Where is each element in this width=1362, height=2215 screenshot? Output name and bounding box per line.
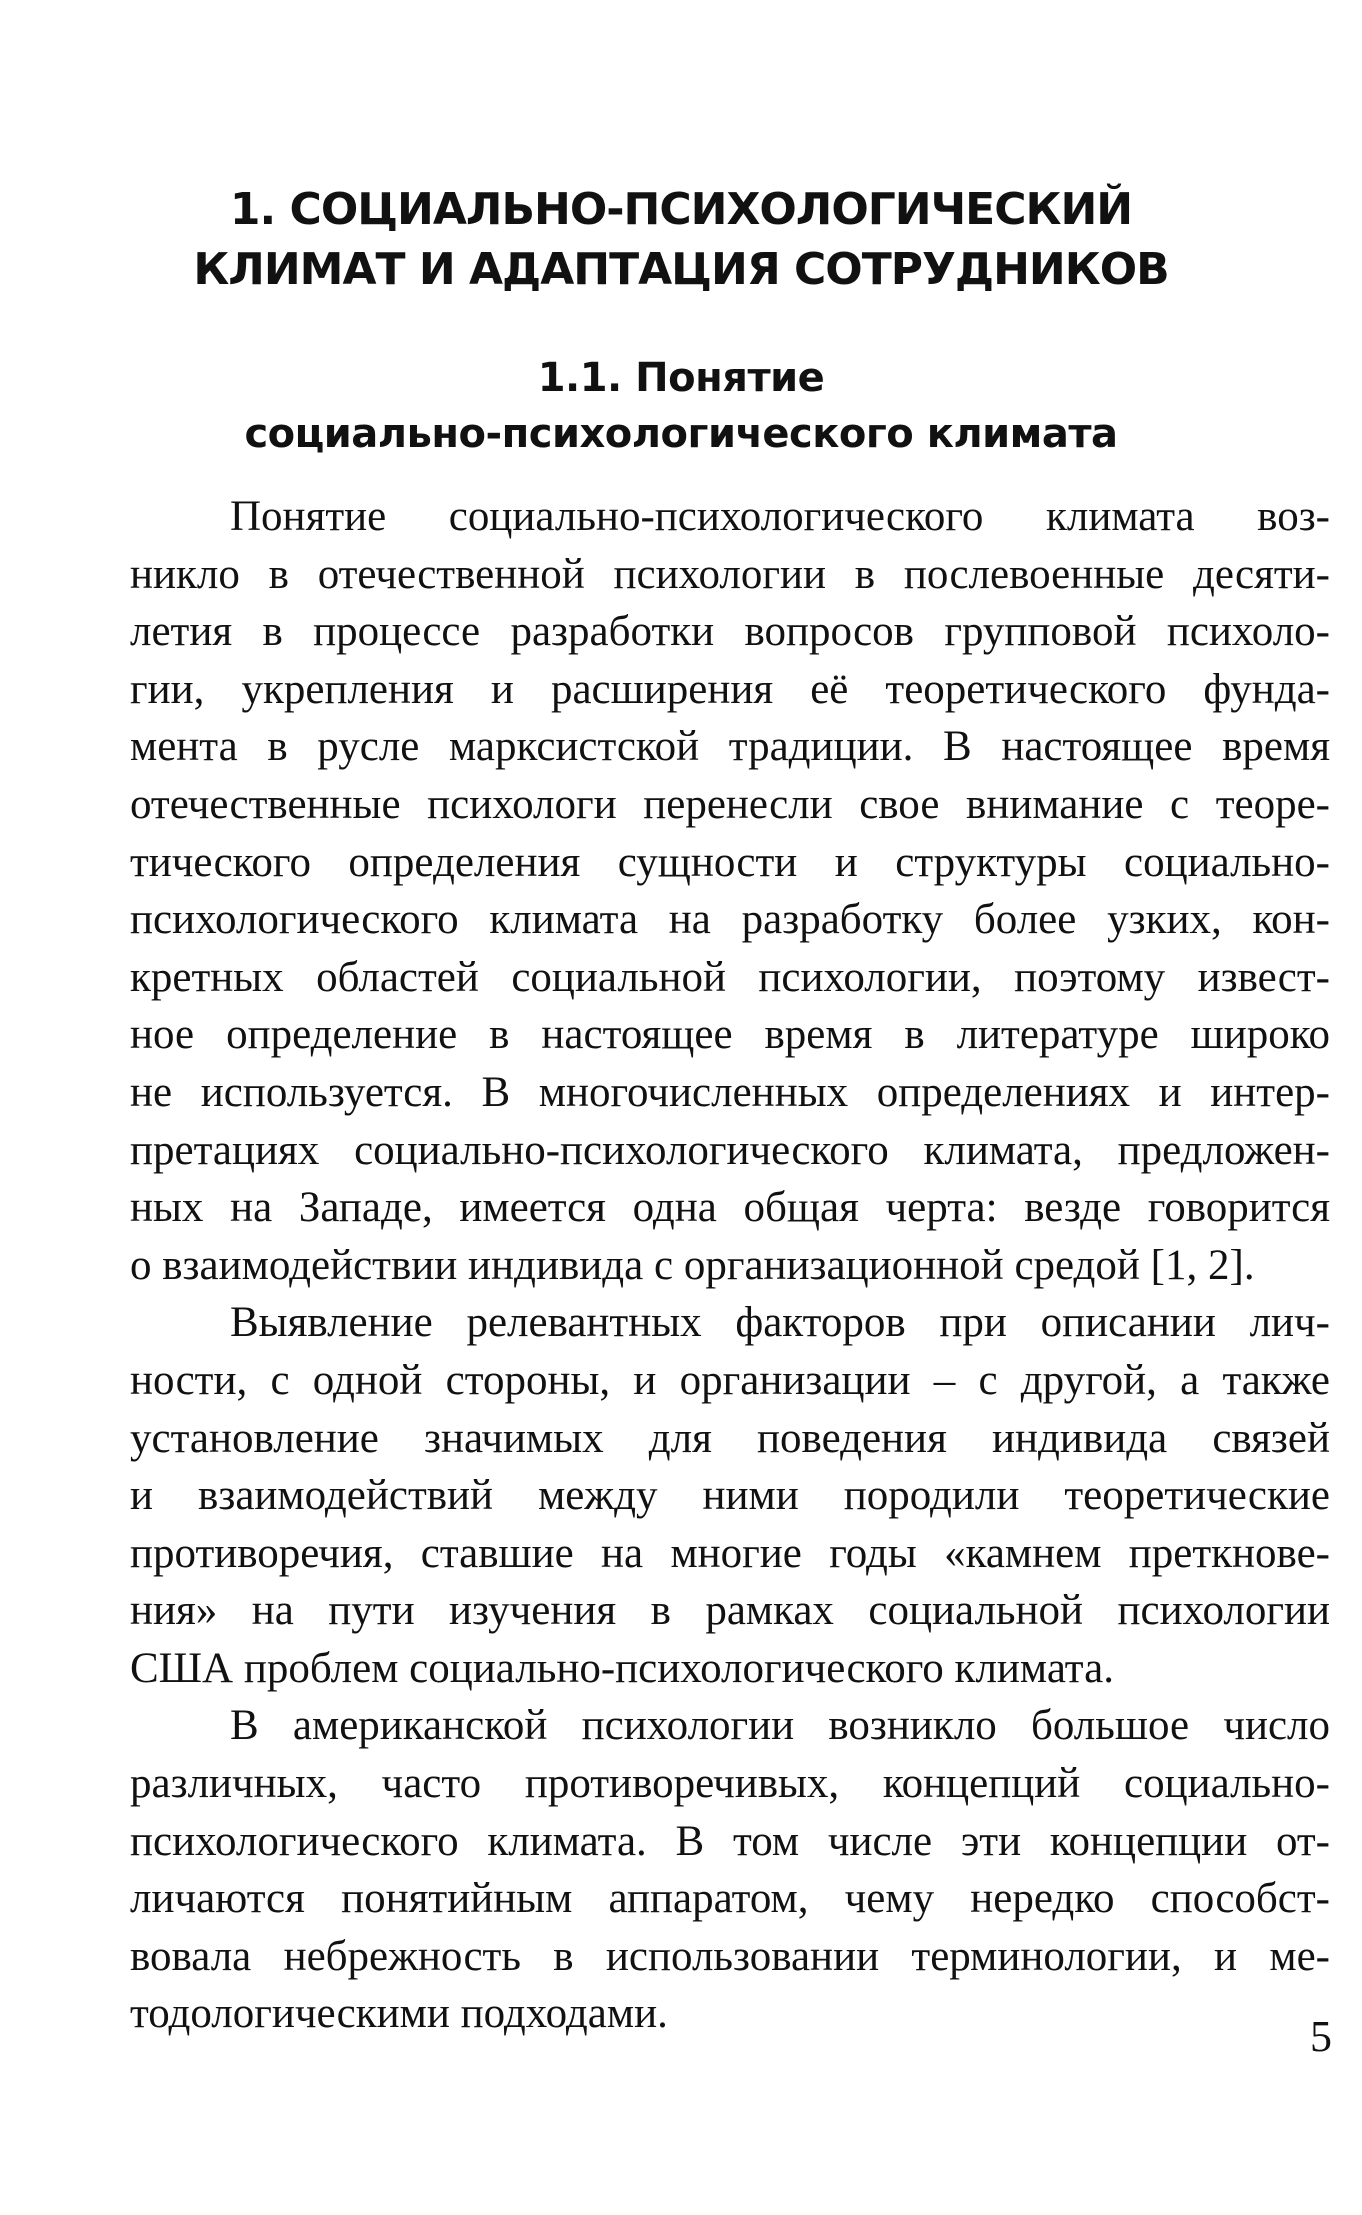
text-line: ных на Западе, имеется одна общая черта: везде говорится bbox=[130, 1184, 1330, 1232]
section-title-line-1: 1.1. Понятие bbox=[537, 355, 825, 401]
text-line: тического определения сущности и структуры социально- bbox=[130, 838, 1330, 886]
text-line: Выявление релевантных факторов при описании лич- bbox=[230, 1299, 1330, 1347]
text-line: ное определение в настоящее время в литературе широко bbox=[130, 1011, 1330, 1059]
text-line: и взаимодействий между ними породили теоретические bbox=[130, 1472, 1330, 1520]
page-number: 5 bbox=[1310, 2012, 1332, 2061]
paragraph-2 bbox=[30, 1294, 1330, 1697]
paragraph-3 bbox=[30, 1697, 1330, 2043]
section-title bbox=[120, 350, 1242, 462]
section-title-line-2: социально-психологического климата bbox=[244, 411, 1118, 457]
text-line: о взаимодействии индивида с организационной средой [1, 2]. bbox=[130, 1241, 1255, 1289]
text-line: различных, часто противоречивых, концепций социально- bbox=[130, 1760, 1330, 1808]
text-line: В американской психологии возникло большое число bbox=[230, 1702, 1330, 1750]
text-line: не используется. В многочисленных определениях и интер- bbox=[130, 1068, 1330, 1116]
text-line: Понятие социально-психологического климата воз- bbox=[230, 493, 1330, 540]
text-line: кретных областей социальной психологии, поэтому извест- bbox=[130, 953, 1330, 1001]
text-line: противоречия, ставшие на многие годы «камнем преткнове- bbox=[130, 1529, 1330, 1577]
chapter-title-line-2: КЛИМАТ И АДАПТАЦИЯ СОТРУДНИКОВ bbox=[193, 244, 1169, 295]
text-line: никло в отечественной психологии в послевоенные десяти- bbox=[130, 550, 1330, 598]
text-line: психологического климата на разработку более узких, кон- bbox=[130, 896, 1330, 944]
text-line: гии, укрепления и расширения её теоретического фунда- bbox=[130, 665, 1330, 713]
text-line: ния» на пути изучения в рамках социальной психологии bbox=[130, 1587, 1330, 1635]
body-text bbox=[30, 488, 1330, 2043]
text-line: тодологическими подходами. bbox=[130, 1990, 668, 2038]
text-line: летия в процессе разработки вопросов групповой психоло- bbox=[130, 608, 1330, 656]
chapter-title bbox=[120, 180, 1242, 300]
text-line: США проблем социально-психологического климата. bbox=[130, 1644, 1114, 1692]
text-line: отечественные психологи перенесли свое внимание с теоре- bbox=[130, 780, 1330, 828]
chapter-title-line-1: 1. СОЦИАЛЬНО-ПСИХОЛОГИЧЕСКИЙ bbox=[229, 184, 1133, 235]
text-line: установление значимых для поведения индивида связей bbox=[130, 1414, 1330, 1462]
text-line: вовала небрежность в использовании терминологии, и ме- bbox=[130, 1932, 1330, 1980]
text-line: ности, с одной стороны, и организации – с другой, а также bbox=[130, 1356, 1330, 1404]
text-line: психологического климата. В том числе эти концепции от- bbox=[130, 1817, 1330, 1865]
text-line: претациях социально-психологического климата, предложен- bbox=[130, 1126, 1330, 1174]
text-line: мента в русле марксистской традиции. В настоящее время bbox=[130, 723, 1330, 771]
text-line: личаются понятийным аппаратом, чему нередко способст- bbox=[130, 1875, 1330, 1923]
paragraph-1 bbox=[30, 488, 1330, 1294]
